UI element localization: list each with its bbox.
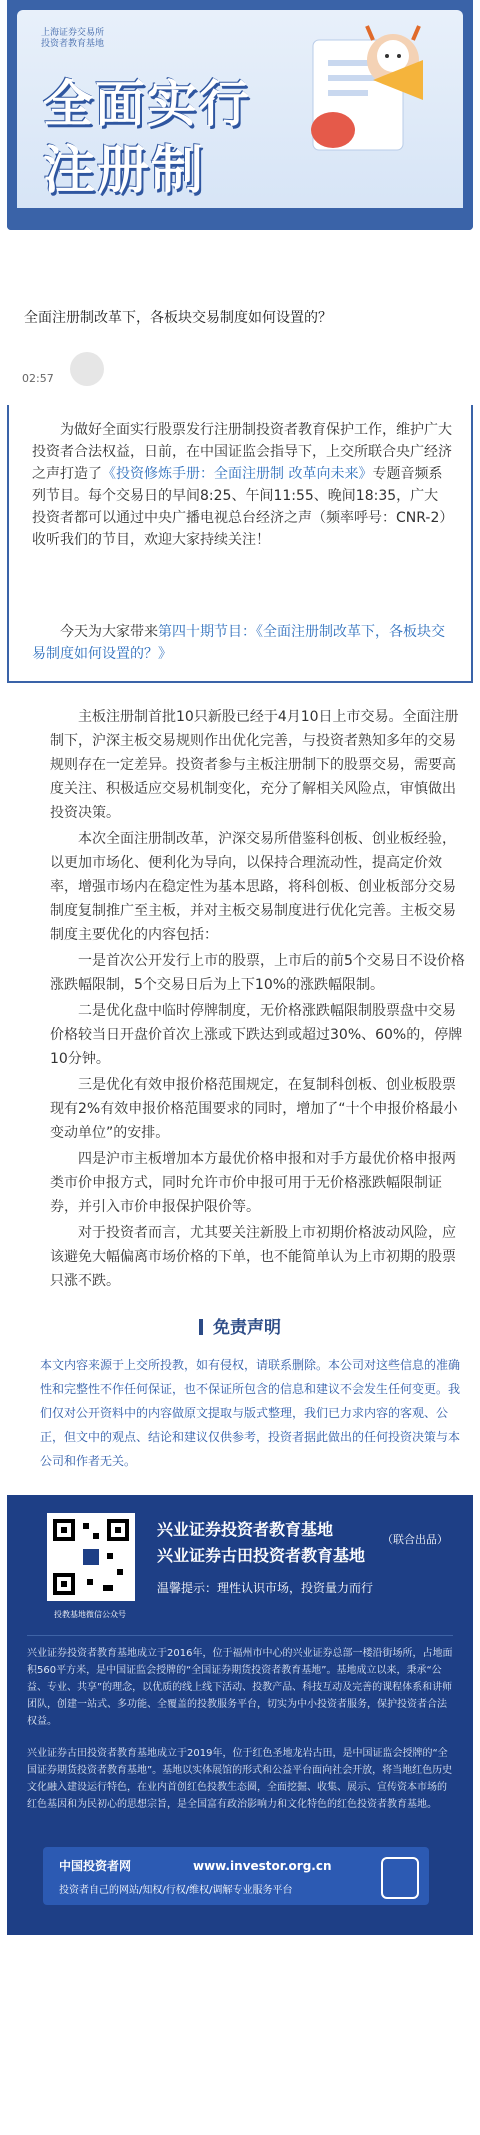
intro-paragraph-1: 为做好全面实行股票发行注册制投资者教育保护工作，维护广大投资者合法权益，日前，在中国证监会指导下，上交所联合央广经济之声打造了《投资修炼手册：全面注册制 改革向未来》专题音频系列节目。每个交易日的早间8:25、午间11:55、晚间18:35，广大投资者都可以通过中央广播电视总台经济之声（频率呼号：CNR-2）收听我们的节目，欢迎大家持续关注！	[32, 422, 452, 548]
investor-education-card	[7, 1495, 473, 1935]
mascot-illustration-icon	[273, 20, 443, 170]
play-button-icon[interactable]	[70, 352, 104, 386]
body-paragraph: 四是沪市主板增加本方最优价格申报和对手方最优价格申报两类市价申报方式，同时允许市价申报可用于无价格涨跌幅限制证券，并引入市价申报保护限价等。	[50, 1151, 456, 1215]
banner-panel	[17, 10, 463, 218]
warm-tip: 温馨提示：理性认识市场，投资量力而行	[157, 1581, 374, 1595]
sse-logo	[41, 28, 104, 50]
logo-line-2: 投资者教育基地	[41, 39, 105, 49]
site-app-icon	[381, 1857, 419, 1899]
intro-paragraph-2: 今天为大家带来第四十期节目：《全面注册制改革下，各板块交易制度如何设置的？》	[32, 624, 445, 662]
body-paragraph: 二是优化盘中临时停牌制度，无价格涨跌幅限制股票盘中交易价格较当日开盘价首次上涨或下跌达到或超过30%、60%的，停牌10分钟。	[50, 1003, 463, 1067]
banner-title-1: 全面实行	[43, 75, 251, 133]
qr-code-icon	[47, 1513, 135, 1601]
header-banner	[7, 0, 473, 230]
investor-site-url[interactable]: www.investor.org.cn	[193, 1859, 332, 1873]
disclaimer-title: 免责声明	[0, 1313, 480, 1338]
base-intro-2: 兴业证券古田投资者教育基地成立于2019年，位于红色圣地龙岩古田，是中国证监会授牌的“全国证券期货投资者教育基地”。基地以实体展馆的形式和公益平台面向社会开放，将当地红色历史文化融入建设运行特色，在业内首创红色投教生态圈，全面挖掘、收集、展示、宣传资本市场的红色基因和为民初心的思想宗旨，是全国富有政治影响力和文化特色的红色投资者教育基地。	[27, 1748, 453, 1810]
audio-player[interactable]	[22, 342, 462, 392]
disclaimer-text: 本文内容来源于上交所投教，如有侵权，请联系删除。本公司对这些信息的准确性和完整性不作任何保证，也不保证所包含的信息和建议不会发生任何变更。我们仅对公开资料中的内容做原文提取与版式整理，我们已力求内容的客观、公正，但文中的观点、结论和建议仅供参考，投资者据此做出的任何投资决策与本公司和作者无关。	[40, 1358, 461, 1468]
body-paragraph: 本次全面注册制改革，沪深交易所借鉴科创板、创业板经验，以更加市场化、便利化为导向，以保持合理流动性，提高定价效率，增强市场内在稳定性为基本思路，将科创板、创业板部分交易制度复制推广至主板，并对主板交易制度进行优化完善。主板交易制度主要优化的内容包括：	[50, 831, 456, 943]
banner-stripe	[7, 208, 473, 230]
program-link[interactable]: 《投资修炼手册：全面注册制 改革向未来》	[102, 466, 373, 482]
base-name-1: 兴业证券投资者教育基地	[157, 1520, 334, 1539]
audio-title: 全面注册制改革下，各板块交易制度如何设置的？	[24, 310, 332, 326]
base-name-2: 兴业证券古田投资者教育基地	[157, 1546, 366, 1565]
investor-site-slogan: 投资者自己的网站/知权/行权/维权/调解专业服务平台	[59, 1885, 293, 1896]
investor-site-logo: 中国投资者网	[59, 1859, 132, 1873]
body-paragraph: 一是首次公开发行上市的股票，上市后的前5个交易日不设价格涨跌幅限制，5个交易日后为上下10%的涨跌幅限制。	[50, 953, 465, 993]
logo-line-1: 上海证券交易所	[41, 28, 105, 38]
body-paragraph: 主板注册制首批10只新股已经于4月10日上市交易。全面注册制下，沪深主板交易规则作出优化完善，与投资者熟知多年的交易规则存在一定差异。投资者参与主板注册制下的股票交易，需要高度关注、积极适应交易机制变化，充分了解相关风险点，审慎做出投资决策。	[50, 709, 459, 821]
title-bar-icon	[199, 1319, 203, 1335]
qr-caption: 投教基地微信公众号	[54, 1610, 126, 1619]
body-paragraph: 对于投资者而言，尤其要关注新股上市初期价格波动风险，应该避免大幅偏离市场价格的下单，也不能简单认为上市初期的股票只涨不跌。	[50, 1225, 456, 1289]
joint-production: （联合出品）	[382, 1533, 448, 1546]
episode-link[interactable]: 第四十期节目：《全面注册制改革下，各板块交易制度如何设置的？》	[32, 624, 445, 662]
base-intro-1: 兴业证券投资者教育基地成立于2016年，位于福州市中心的兴业证券总部一楼沿街场所，占地面积560平方米，是中国证监会授牌的“全国证券期货投资者教育基地”。基地成立以来，秉承“公益、专业、共享”的理念，以优质的线上线下活动、投教产品、科技互动及完善的课程体系和讲师团队，创建一站式、多功能、全覆盖的投教服务平台，切实为中小投资者服务，保护投资者合法权益。	[27, 1648, 453, 1727]
intro-box	[7, 405, 473, 683]
divider	[27, 1635, 453, 1636]
banner-title-2: 注册制	[43, 141, 206, 201]
qr-code	[47, 1513, 135, 1601]
audio-duration: 02:57	[22, 372, 54, 385]
investor-site-banner[interactable]	[43, 1847, 429, 1905]
body-paragraph: 三是优化有效申报价格范围规定，在复制科创板、创业板股票现有2%有效申报价格范围要求的同时，增加了“十个申报价格最小变动单位”的安排。	[50, 1077, 458, 1141]
